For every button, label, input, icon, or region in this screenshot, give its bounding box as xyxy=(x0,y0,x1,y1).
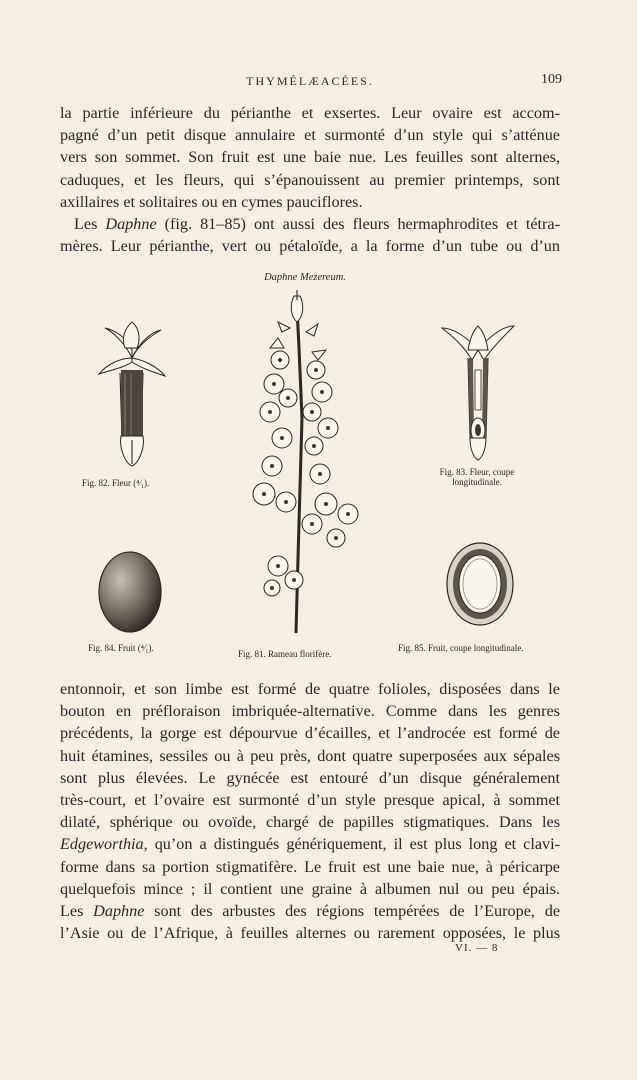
text-line: Les Daphne (fig. 81–85) ont aussi des fleurs hermaphrodites et tétra- xyxy=(74,214,561,233)
text-line: mères. Leur périanthe, vert ou pétaloïde, a la forme d’un tube ou d’un xyxy=(60,237,560,256)
page-number: 109 xyxy=(541,72,562,87)
caption-fig83-line2: longitudinale. xyxy=(452,477,502,487)
signature-mark: VI. — 8 xyxy=(455,942,499,954)
text-line: Les Daphne sont des arbustes des régions tempérées de l’Europe, de xyxy=(60,901,561,920)
fig83-flower-section-illustration xyxy=(438,320,518,465)
caption-fig85: Fig. 85. Fruit, coupe longitudinale. xyxy=(398,643,524,653)
text-line: caduques, et les fleurs, qui s’épanouissent au premier printemps, sont xyxy=(60,170,560,189)
running-head xyxy=(60,72,560,92)
text-line: axillaires et solitaires ou en cymes pauciflores. xyxy=(60,192,363,211)
caption-fig82: Fig. 82. Fleur (⁴⁄₁). xyxy=(82,478,150,488)
text-line: très-court, et l’ovaire est surmonté d’un style presque apical, à sommet xyxy=(60,790,560,809)
running-head-title: THYMÉLÆACÉES. xyxy=(246,74,374,88)
fig84-fruit-illustration xyxy=(96,548,164,638)
text-line: sont plus élevées. Le gynécée est entouré d’un disque généralement xyxy=(60,768,560,787)
fig85-fruit-section-illustration xyxy=(444,540,516,630)
text-line: bouton en préfloraison imbriquée-alternative. Comme dans les genres xyxy=(60,702,560,721)
text-line: l’Asie ou de l’Afrique, à feuilles alternes ou rarement opposées, le plus xyxy=(60,924,560,943)
text-line: quelquefois mince ; il contient une graine à albumen nul ou peu épais. xyxy=(60,879,560,898)
caption-fig81: Fig. 81. Rameau florifère. xyxy=(238,649,332,659)
text-line: précédents, la gorge est dépourvue d’écailles, et l’androcée est formé de xyxy=(60,724,560,743)
text-line: pagné d’un petit disque annulaire et surmonté d’un style qui s’atténue xyxy=(60,126,560,145)
text-line: forme dans sa portion stigmatifère. Le fruit est une baie nue, à péricarpe xyxy=(60,857,560,876)
flower-cluster-middle xyxy=(253,428,358,547)
figure-title: Daphne Mezereum. xyxy=(264,272,346,283)
text-line: entonnoir, et son limbe est formé de quatre folioles, disposées dans le xyxy=(60,680,560,698)
paragraph-2 xyxy=(60,678,560,944)
text-line: Edgeworthia, qu’on a distingués génériquement, il est plus long et clavi- xyxy=(60,835,560,854)
caption-fig83 xyxy=(427,467,527,487)
text-line: huit étamines, sessiles ou à peu près, dont quatre superposées aux sépales xyxy=(60,746,560,765)
text-line: la partie inférieure du périanthe et exsertes. Leur ovaire est accom- xyxy=(60,104,560,122)
caption-fig83-line1: Fig. 83. Fleur, coupe xyxy=(439,467,515,477)
text-line: vers son sommet. Son fruit est une baie nue. Les feuilles sont alternes, xyxy=(60,148,560,167)
fig82-flower-illustration xyxy=(95,318,170,473)
paragraph-1 xyxy=(60,102,560,257)
text-line: dilaté, sphérique ou ovoïde, chargé de papilles stigmatiques. Dans les xyxy=(60,813,560,832)
caption-fig84: Fig. 84. Fruit (⁴⁄₁). xyxy=(88,643,154,653)
fig81-flowering-branch-illustration xyxy=(250,288,365,636)
